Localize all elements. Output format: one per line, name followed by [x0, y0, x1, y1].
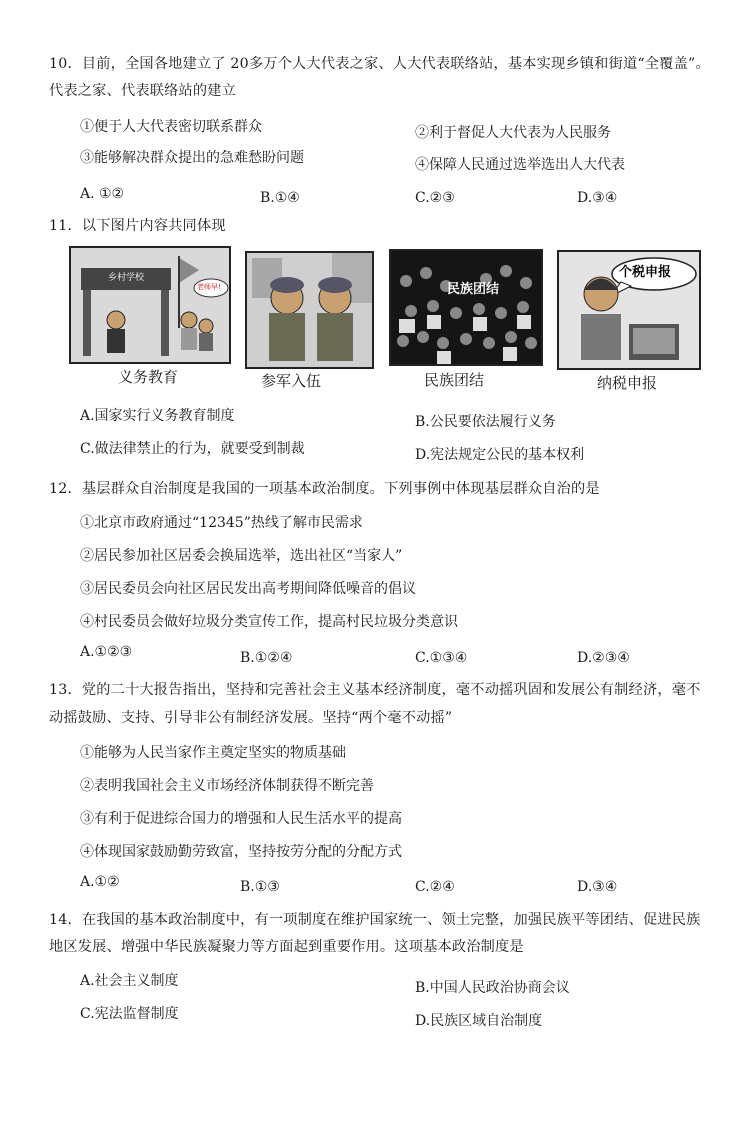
q10-statement-2: ②利于督促人大代表为人民服务 — [415, 125, 611, 141]
q10-option-b[interactable]: B.①④ — [260, 190, 300, 206]
pic4-bubble-text: 个税申报 — [619, 265, 672, 280]
picture-ethnic-unity — [389, 249, 543, 366]
q14-option-c[interactable]: C.宪法监督制度 — [80, 1006, 179, 1022]
q13-statement-4: ④体现国家鼓励勤劳致富，坚持按劳分配的分配方式 — [80, 844, 402, 860]
q11-option-a[interactable]: A.国家实行义务教育制度 — [80, 408, 235, 424]
q11-option-b[interactable]: B.公民要依法履行义务 — [415, 414, 556, 430]
q12-statement-2: ②居民参加社区居委会换届选举，选出社区“当家人” — [80, 548, 403, 564]
q12-statement-4: ④村民委员会做好垃圾分类宣传工作，提高村民垃圾分类意识 — [80, 614, 458, 630]
q13-statement-2: ②表明我国社会主义市场经济体制获得不断完善 — [80, 778, 374, 794]
caption-ethnic-unity: 民族团结 — [424, 371, 485, 389]
q14-option-a[interactable]: A.社会主义制度 — [80, 973, 179, 989]
q12-stem: 12．基层群众自治制度是我国的一项基本政治制度。下列事例中体现基层群众自治的是 — [49, 481, 600, 497]
q10-statement-3: ③能够解决群众提出的急难愁盼问题 — [80, 150, 304, 166]
q14-stem-line1: 14．在我国的基本政治制度中，有一项制度在维护国家统一、领土完整，加强民族平等团结、促进民族 — [49, 912, 701, 928]
q14-option-d[interactable]: D.民族区域自治制度 — [415, 1013, 543, 1029]
q10-statement-1: ①便于人大代表密切联系群众 — [80, 119, 262, 135]
picture-joining-army — [245, 251, 374, 369]
picture-compulsory-education — [69, 246, 231, 364]
q10-option-c[interactable]: C.②③ — [415, 190, 455, 206]
q14-option-b[interactable]: B.中国人民政治协商会议 — [415, 980, 570, 996]
q14-stem-line2: 地区发展、增强中华民族凝聚力等方面起到重要作用。这项基本政治制度是 — [49, 939, 524, 955]
q13-option-d[interactable]: D.③④ — [577, 879, 618, 895]
q11-option-c[interactable]: C.做法律禁止的行为，就要受到制裁 — [80, 441, 305, 457]
q13-statement-1: ①能够为人民当家作主奠定坚实的物质基础 — [80, 745, 346, 761]
caption-joining-army: 参军入伍 — [261, 372, 322, 390]
q13-stem-line1: 13．党的二十大报告指出，坚持和完善社会主义基本经济制度，毫不动摇巩固和发展公有制经济，毫不 — [49, 682, 701, 698]
q10-stem-line1: 10．目前，全国各地建立了 20多万个人大代表之家、人大代表联络站，基本实现乡镇和街道“全覆盖”。 — [49, 56, 710, 72]
caption-compulsory-education: 义务教育 — [118, 368, 179, 386]
pic1-sign-text: 乡村学校 — [108, 273, 145, 283]
q12-option-c[interactable]: C.①③④ — [415, 650, 468, 666]
q12-statement-1: ①北京市政府通过“12345”热线了解市民需求 — [80, 515, 363, 531]
q10-option-a[interactable]: A. ①② — [80, 186, 125, 202]
q13-option-c[interactable]: C.②④ — [415, 879, 455, 895]
q13-stem-line2: 动摇鼓励、支持、引导非公有制经济发展。坚持“两个毫不动摇” — [49, 710, 453, 726]
q12-option-b[interactable]: B.①②④ — [240, 650, 293, 666]
q10-stem-line2: 代表之家、代表联络站的建立 — [49, 83, 237, 99]
caption-tax-declaration: 纳税申报 — [597, 374, 658, 392]
q11-option-d[interactable]: D.宪法规定公民的基本权利 — [415, 447, 585, 463]
q10-option-d[interactable]: D.③④ — [577, 190, 618, 206]
q13-statement-3: ③有利于促进综合国力的增强和人民生活水平的提高 — [80, 811, 402, 827]
q13-option-b[interactable]: B.①③ — [240, 879, 280, 895]
q12-statement-3: ③居民委员会向社区居民发出高考期间降低噪音的倡议 — [80, 581, 416, 597]
q13-option-a[interactable]: A.①② — [80, 874, 120, 890]
pic3-overlay-text: 民族团结 — [447, 282, 500, 297]
q12-option-a[interactable]: A.①②③ — [80, 644, 133, 660]
q11-stem: 11．以下图片内容共同体现 — [49, 218, 226, 234]
pic1-bubble-text: 老师早! — [197, 283, 221, 291]
q12-option-d[interactable]: D.②③④ — [577, 650, 630, 666]
picture-tax-declaration — [557, 250, 701, 370]
q10-statement-4: ④保障人民通过选举选出人大代表 — [415, 157, 625, 173]
